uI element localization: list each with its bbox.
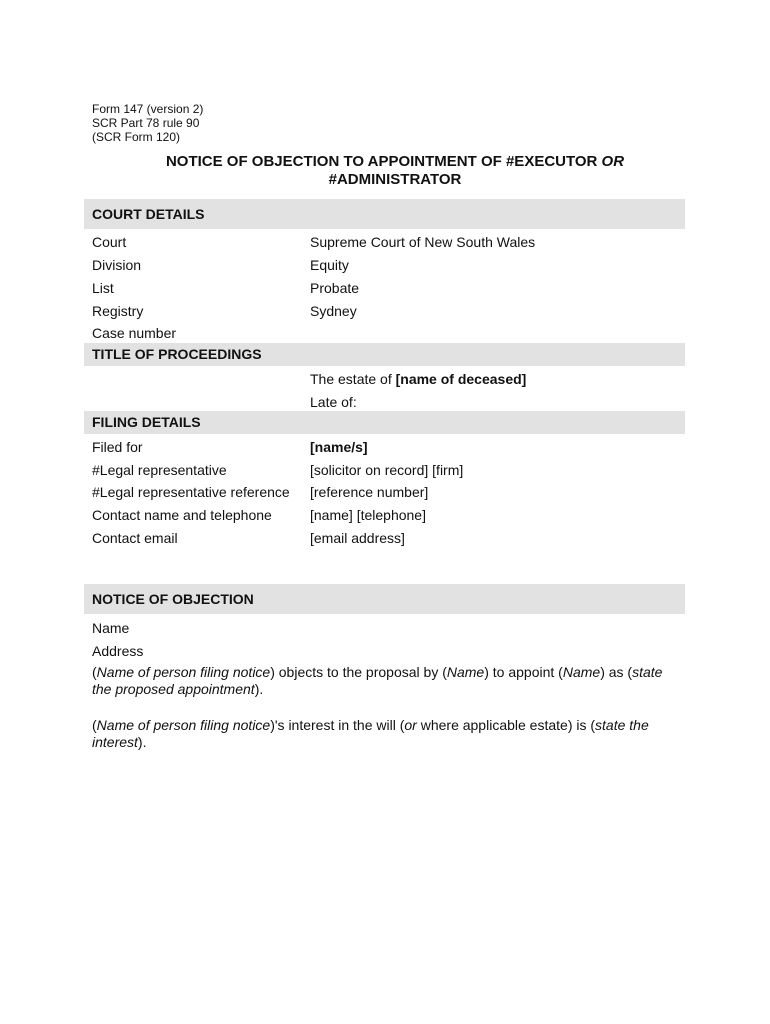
late-of-label: Late of: — [310, 394, 357, 410]
objection-filer-placeholder: Name of person filing notice — [96, 664, 271, 680]
legal-representative-label: #Legal representative — [92, 462, 227, 478]
objection-text-4: ) as ( — [600, 664, 633, 680]
filed-for-value: [name/s] — [310, 439, 368, 455]
objection-appointee-placeholder: Name — [562, 664, 601, 680]
objection-text-1: ( — [92, 664, 97, 680]
objection-proposer-placeholder: Name — [446, 664, 485, 680]
title-line-1 — [84, 153, 706, 171]
interest-filer-placeholder: Name of person filing notice — [96, 717, 271, 733]
address-label: Address — [92, 643, 144, 659]
list-row — [92, 279, 685, 301]
interest-text-2: )'s interest in the will ( — [270, 717, 405, 733]
legal-representative-reference-row — [92, 483, 685, 505]
court-value: Supreme Court of New South Wales — [310, 234, 536, 250]
filing-details-heading: FILING DETAILS — [84, 411, 685, 434]
objection-text-5: ). — [254, 681, 264, 697]
name-row — [92, 619, 685, 641]
case-number-label: Case number — [92, 325, 177, 341]
contact-label: Contact name and telephone — [92, 507, 272, 523]
name-label: Name — [92, 620, 130, 636]
contact-row — [92, 506, 685, 528]
form-rule: SCR Part 78 rule 90 — [92, 116, 200, 130]
title-line-1-italic: OR — [601, 153, 625, 170]
filed-for-label: Filed for — [92, 439, 143, 455]
contact-email-value: [email address] — [310, 530, 405, 546]
list-label: List — [92, 280, 114, 296]
title-of-proceedings-heading: TITLE OF PROCEEDINGS — [84, 343, 685, 366]
court-label: Court — [92, 234, 127, 250]
legal-representative-value: [solicitor on record] [firm] — [310, 462, 464, 478]
estate-row — [92, 370, 685, 392]
list-value: Probate — [310, 280, 360, 296]
division-value: Equity — [310, 257, 349, 273]
objection-text-3: ) to appoint ( — [484, 664, 563, 680]
objection-text-2: ) objects to the proposal by ( — [270, 664, 447, 680]
interest-or-italic: or — [404, 717, 417, 733]
division-label: Division — [92, 257, 142, 273]
registry-row — [92, 302, 685, 324]
legal-representative-reference-value: [reference number] — [310, 484, 429, 500]
title-line-1-text: NOTICE OF OBJECTION TO APPOINTMENT OF #EXECUTOR — [165, 153, 602, 170]
interest-text-1: ( — [92, 717, 97, 733]
objection-statement — [92, 664, 682, 698]
filed-for-row — [92, 438, 685, 460]
estate-value — [310, 370, 526, 388]
legal-representative-row — [92, 461, 685, 483]
contact-email-label: Contact email — [92, 530, 178, 546]
notice-of-objection-heading: NOTICE OF OBJECTION — [84, 584, 685, 614]
form-scr-number: (SCR Form 120) — [92, 130, 181, 144]
court-row — [92, 233, 685, 255]
interest-text-4: ). — [137, 734, 147, 750]
document-title — [84, 153, 706, 189]
title-line-2: #ADMINISTRATOR — [328, 171, 462, 188]
court-details-heading: COURT DETAILS — [84, 199, 685, 229]
form-number: Form 147 (version 2) — [92, 102, 204, 116]
form-reference — [92, 102, 203, 144]
interest-placeholder: state the interest — [92, 717, 649, 750]
legal-representative-reference-label: #Legal representative reference — [92, 484, 290, 500]
interest-text-3: where applicable estate) is ( — [416, 717, 596, 733]
interest-statement — [92, 717, 682, 751]
estate-prefix: The estate of — [310, 371, 396, 387]
deceased-name-placeholder: [name of deceased] — [395, 371, 527, 387]
division-row — [92, 256, 685, 278]
contact-value: [name] [telephone] — [310, 507, 426, 523]
registry-value: Sydney — [310, 303, 357, 319]
address-row — [92, 642, 685, 664]
registry-label: Registry — [92, 303, 144, 319]
objection-appointment-placeholder: state the proposed appointment — [92, 664, 663, 697]
contact-email-row — [92, 529, 685, 551]
